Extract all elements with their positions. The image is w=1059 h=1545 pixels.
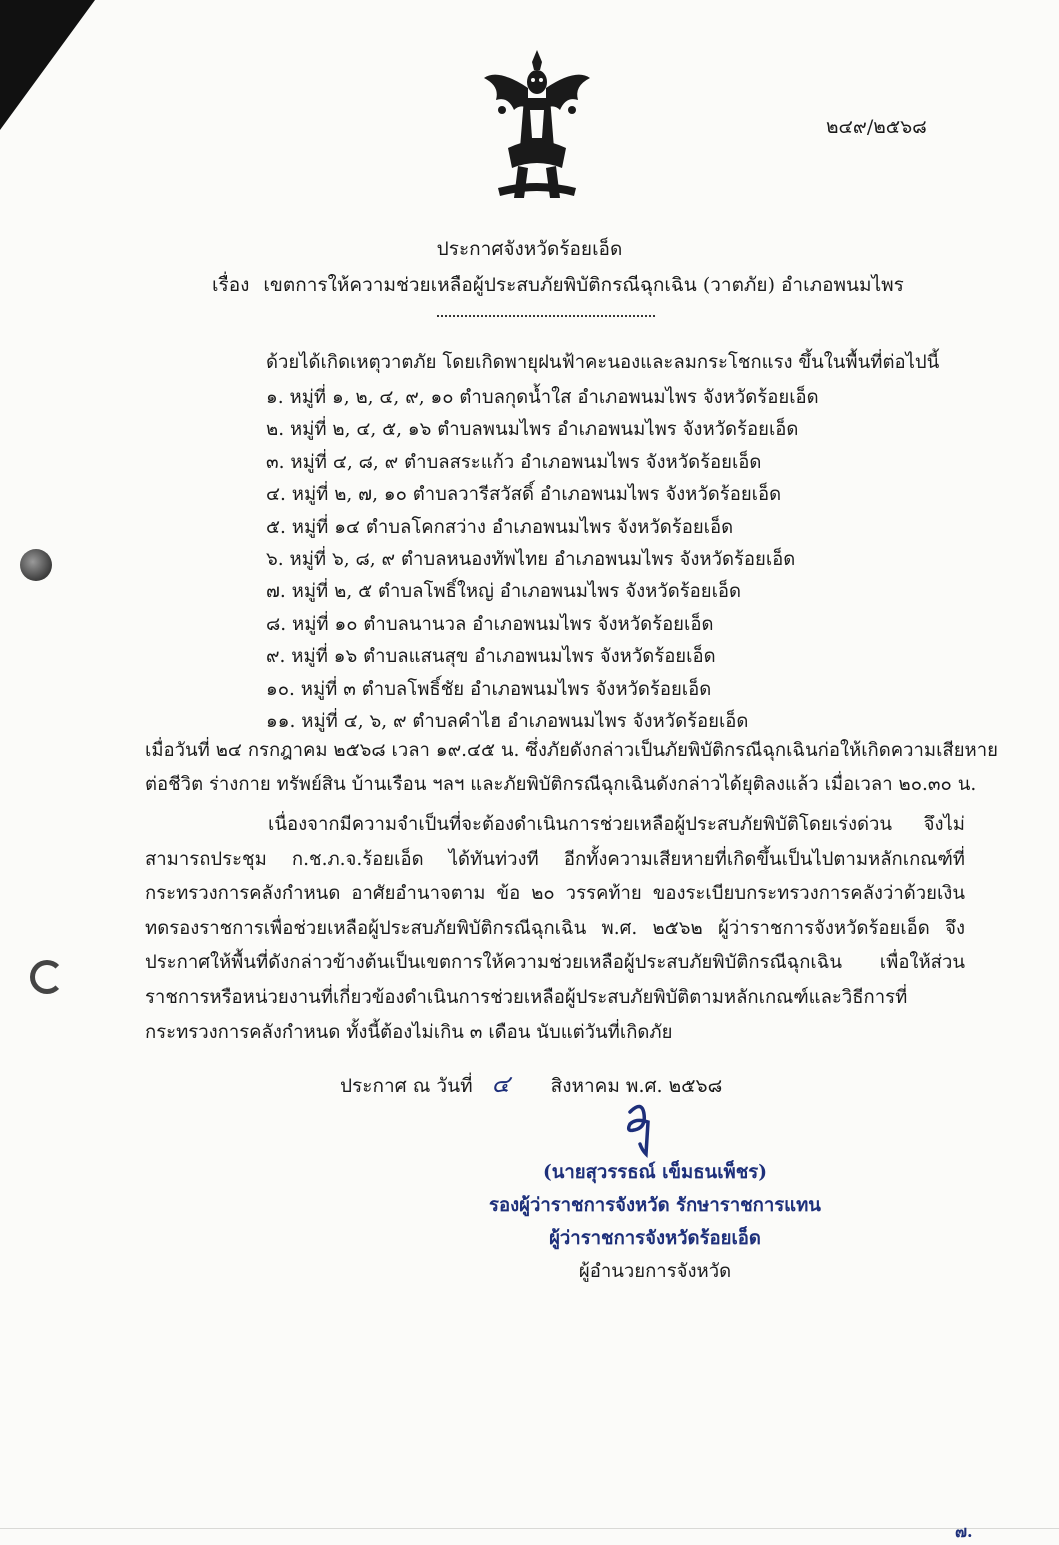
page-mark: ๗. [955,1522,973,1541]
signer-name: (นายสุวรรธณ์ เข็มธนเพ็ชร) [543,1162,767,1183]
event-line-1: เมื่อวันที่ ๒๔ กรกฎาคม ๒๕๖๘ เวลา ๑๙.๔๕ น. ซึ่งภัยดังกล่าวเป็นภัยพิบัติกรณีฉุกเฉินก่อให้เกิดความเสียหาย [145,740,998,761]
punch-hole [30,960,64,994]
event-line-2: ต่อชีวิต ร่างกาย ทรัพย์สิน บ้านเรือน ฯลฯ และภัยพิบัติกรณีฉุกเฉินดังกล่าวได้ยุติลงแล้ว เมื่อเวลา ๒๐.๓๐ น. [145,774,977,795]
list-item: ๑. หมู่ที่ ๑, ๒, ๔, ๙, ๑๐ ตำบลกุดน้ำใส อำเภอพนมไพร จังหวัดร้อยเอ็ด [266,387,819,408]
intro-paragraph: ด้วยได้เกิดเหตุวาตภัย โดยเกิดพายุฝนฟ้าคะนองและลมกระโชกแรง ขึ้นในพื้นที่ต่อไปนี้ [266,352,940,373]
body-paragraph [145,808,965,1050]
document-subject [212,270,904,300]
list-item: ๘. หมู่ที่ ๑๐ ตำบลนานวล อำเภอพนมไพร จังหวัดร้อยเอ็ด [266,613,714,635]
list-item: ๗. หมู่ที่ ๒, ๕ ตำบลโพธิ์ใหญ่ อำเภอพนมไพร จังหวัดร้อยเอ็ด [266,581,742,603]
list-item: ๕. หมู่ที่ ๑๔ ตำบลโคกสว่าง อำเภอพนมไพร จังหวัดร้อยเอ็ด [266,516,734,538]
announce-prefix: ประกาศ ณ วันที่ [340,1075,473,1097]
page-edge [0,1528,1059,1529]
signer-role: ผู้อำนวยการจังหวัด [578,1261,732,1282]
body-text: เนื่องจากมีความจำเป็นที่จะต้องดำเนินการช่วยเหลือผู้ประสบภัยพิบัติโดยเร่งด่วน จึงไม่สามารถประชุม ก.ช.ภ.จ.ร้อยเอ็ด ได้ทันท่วงที อีกทั้งความเสียหายที่เกิดขึ้นเป็นไปตามหลักเกณฑ์ที่กระทรวงการคลังกำหนด อาศัยอำนาจตาม ข้อ ๒๐ วรรคท้าย ของระเบียบกระทรวงการคลังว่าด้วยเงินทดรองราชการเพื่อช่วยเหลือผู้ประสบภัยพิบัติกรณีฉุกเฉิน พ.ศ. ๒๕๖๒ ผู้ว่าราชการจังหวัดร้อยเอ็ด จึงประกาศให้พื้นที่ดังกล่าวข้างต้นเป็นเขตการให้ความช่วยเหลือผู้ประสบภัยพิบัติกรณีฉุกเฉิน เพื่อให้ส่วนราชการหรือหน่วยงานที่เกี่ยวข้องดำเนินการช่วยเหลือผู้ประสบภัยพิบัติตามหลักเกณฑ์และวิธีการที่กระทรวงการคลังกำหนด ทั้งนี้ต้องไม่เกิน ๓ เดือน นับแต่วันที่เกิดภัย [145,814,965,1043]
list-item: ๖. หมู่ที่ ๖, ๘, ๙ ตำบลหนองทัพไทย อำเภอพนมไพร จังหวัดร้อยเอ็ด [266,548,796,570]
list-item: ๒. หมู่ที่ ๒, ๔, ๕, ๑๖ ตำบลพนมไพร อำเภอพนมไพร จังหวัดร้อยเอ็ด [266,419,799,441]
punch-hole [20,549,52,581]
dotted-separator [437,315,655,317]
document-number: ๒๔๙/๒๕๖๘ [826,116,927,138]
list-item: ๑๐. หมู่ที่ ๓ ตำบลโพธิ์ชัย อำเภอพนมไพร จังหวัดร้อยเอ็ด [266,678,712,700]
list-item: ๓. หมู่ที่ ๔, ๘, ๙ ตำบลสระแก้ว อำเภอพนมไพร จังหวัดร้อยเอ็ด [266,451,762,473]
signature-block [440,1156,870,1288]
affected-area-list [266,382,819,738]
subject-text: เขตการให้ความช่วยเหลือผู้ประสบภัยพิบัติกรณีฉุกเฉิน (วาตภัย) อำเภอพนมไพร [263,274,904,296]
announce-day: ๔ [491,1070,510,1098]
scan-corner-shadow [0,0,95,130]
garuda-emblem-icon [478,48,596,208]
handwritten-signature [620,1100,662,1158]
subject-label: เรื่อง [212,274,250,296]
list-item: ๑๑. หมู่ที่ ๔, ๖, ๙ ตำบลคำไฮ อำเภอพนมไพร จังหวัดร้อยเอ็ด [266,710,749,732]
announcement-date [340,1064,722,1103]
announce-month-year: สิงหาคม พ.ศ. ๒๕๖๘ [550,1075,723,1097]
list-item: ๙. หมู่ที่ ๑๖ ตำบลแสนสุข อำเภอพนมไพร จังหวัดร้อยเอ็ด [266,646,716,668]
list-item: ๔. หมู่ที่ ๒, ๗, ๑๐ ตำบลวารีสวัสดิ์ อำเภอพนมไพร จังหวัดร้อยเอ็ด [266,484,782,506]
signer-position: รองผู้ว่าราชการจังหวัด รักษาราชการแทน [489,1195,821,1216]
document-title: ประกาศจังหวัดร้อยเอ็ด [436,238,623,260]
signer-position: ผู้ว่าราชการจังหวัดร้อยเอ็ด [549,1228,761,1249]
